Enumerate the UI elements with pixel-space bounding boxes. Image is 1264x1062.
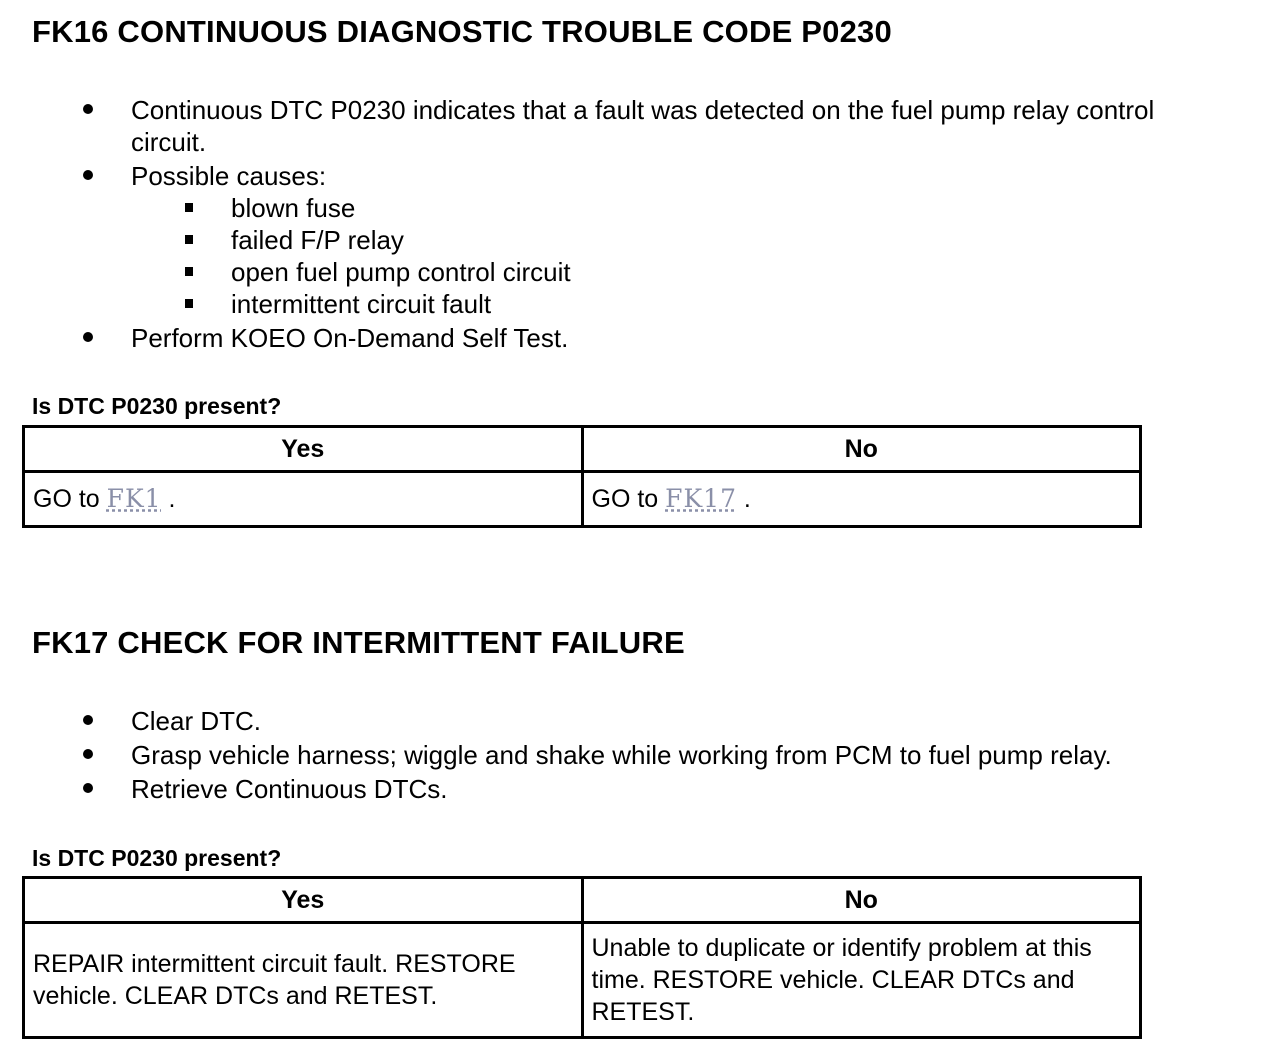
yes-header: Yes [24, 878, 583, 923]
fk16-bullet-list [0, 94, 1264, 356]
square-bullet-icon [185, 235, 193, 244]
yes-cell: REPAIR intermittent circuit fault. RESTORE vehicle. CLEAR DTCs and RETEST. [24, 923, 583, 1038]
yes-header: Yes [24, 427, 583, 472]
bullet-icon [83, 749, 93, 759]
fk16-title: FK16 CONTINUOUS DIAGNOSTIC TROUBLE CODE P0230 [32, 14, 892, 49]
list-item: blown fuse [131, 192, 1234, 224]
fk17-question: Is DTC P0230 present? [32, 845, 282, 871]
list-item: Retrieve Continuous DTCs. [0, 773, 1264, 805]
square-bullet-icon [185, 203, 193, 212]
list-item: Continuous DTC P0230 indicates that a fault was detected on the fuel pump relay control circuit. [0, 94, 1264, 158]
fk17-bullet-list [0, 705, 1264, 807]
fk16-question: Is DTC P0230 present? [32, 393, 282, 419]
no-header: No [582, 878, 1141, 923]
fk17-decision-table [22, 876, 1142, 1039]
list-item: Grasp vehicle harness; wiggle and shake while working from PCM to fuel pump relay. [0, 739, 1264, 771]
bullet-icon [83, 332, 93, 342]
square-bullet-icon [185, 299, 193, 308]
fk17-title: FK17 CHECK FOR INTERMITTENT FAILURE [32, 625, 685, 660]
list-item: Clear DTC. [0, 705, 1264, 737]
possible-causes-list [131, 192, 1234, 320]
square-bullet-icon [185, 267, 193, 276]
list-item: Perform KOEO On-Demand Self Test. [0, 322, 1264, 354]
fk17-link[interactable]: FK17 [665, 484, 737, 513]
yes-cell: GO to FK1 . [24, 472, 583, 527]
bullet-icon [83, 170, 93, 180]
fk16-decision-table [22, 425, 1142, 528]
bullet-icon [83, 104, 93, 114]
list-item: open fuel pump control circuit [131, 256, 1234, 288]
list-item: intermittent circuit fault [131, 288, 1234, 320]
no-cell: Unable to duplicate or identify problem at this time. RESTORE vehicle. CLEAR DTCs and RETEST. [582, 923, 1141, 1038]
list-item: Possible causes: blown fuse failed F/P relay open fuel pump control circuit intermittent circuit fault [0, 160, 1264, 320]
no-cell: GO to FK17 . [582, 472, 1141, 527]
list-item: failed F/P relay [131, 224, 1234, 256]
bullet-icon [83, 715, 93, 725]
no-header: No [582, 427, 1141, 472]
fk1-link[interactable]: FK1 [106, 484, 162, 513]
bullet-icon [83, 783, 93, 793]
